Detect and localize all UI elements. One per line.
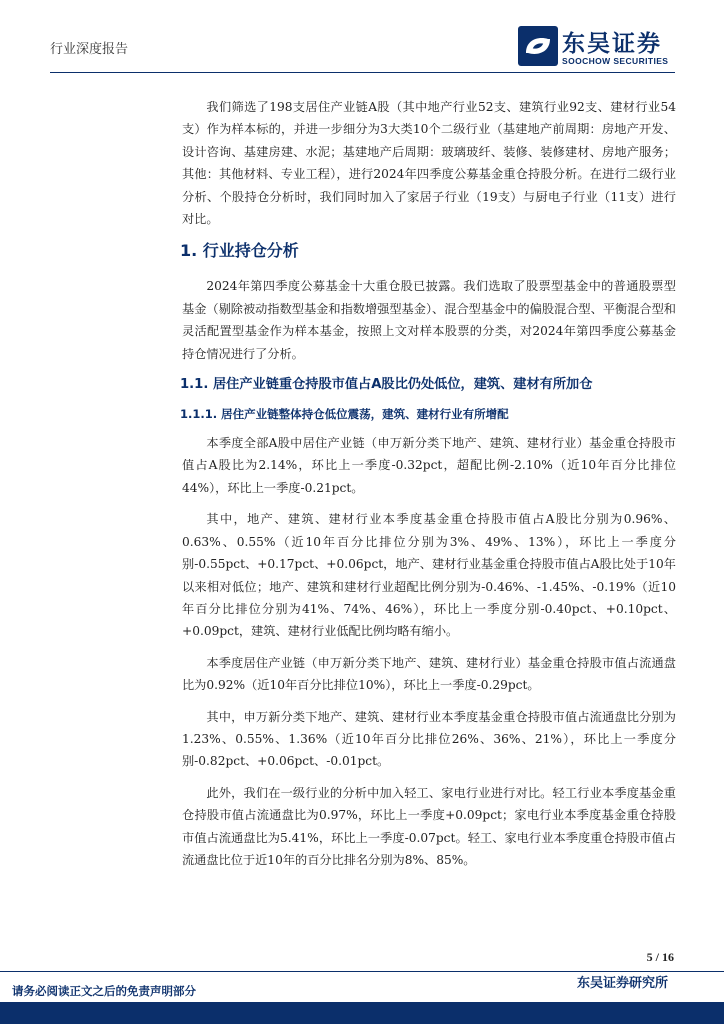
- intro-paragraph: 我们筛选了198支居住产业链A股（其中地产行业52支、建筑行业92支、建材行业54支）作为样本标的，并进一步细分为3大类10个二级行业（基建地产前周期：房地产开发、设计咨询、基建房建、水泥；基建地产后周期：玻璃玻纤、装修、装修建材、房地产服务；其他：其他材料、专业工程），进行2024年四季度公募基金重仓持股分析。在进行二级行业分析、个股持仓分析时，我们同时加入了家居子行业（19支）与厨电子行业（11支）进行对比。: [182, 100, 676, 227]
- body-paragraph: 此外，我们在一级行业的分析中加入轻工、家电行业进行对比。轻工行业本季度基金重仓持股市值占流通盘比为0.97%，环比上一季度+0.09pct；家电行业本季度基金重仓持股市值占流通盘比为5.41%，环比上一季度-0.07pct。轻工、家电行业本季度重仓持股市值占流通盘比位于近10年的百分比排名分别为8%、85%。: [182, 785, 676, 867]
- section-1-1-1-heading: 1.1.1. 居住产业链整体持仓低位震荡，建筑、建材行业有所增配: [180, 407, 509, 422]
- section-1-paragraph: 2024年第四季度公募基金十大重仓股已披露。我们选取了股票型基金中的普通股票型基金（剔除被动指数型基金和指数增强型基金）、混合型基金中的偏股混合型、平衡混合型和灵活配置型基金作为样本基金，按照上文对样本股票的分类，对2024年第四季度公募基金持仓情况进行了分析。: [182, 279, 676, 361]
- body-paragraph: 其中，地产、建筑、建材行业本季度基金重仓持股市值占A股比分别为0.96%、0.63%、0.55%（近10年百分比排位分别为3%、49%、13%），环比上一季度分别-0.55pct、+0.17pct、+0.06pct，地产、建材行业基金重仓持股市值占A股比处于10年以来相对低位；地产、建筑和建材行业超配比例分别为-0.46%、-1.45%、-0.19%（近10年百分比排位分别为41%、74%、46%），环比上一季度分别-0.40pct、+0.10pct、+0.09pct，建筑、建材行业低配比例均略有缩小。: [182, 512, 676, 639]
- logo-chinese-text: 东吴证券: [562, 31, 662, 57]
- report-type-label: 行业深度报告: [50, 42, 129, 57]
- soochow-logo-icon: [518, 26, 558, 66]
- company-logo: [518, 24, 688, 70]
- body-paragraph: 其中，申万新分类下地产、建筑、建材行业本季度基金重仓持股市值占流通盘比分别为1.23%、0.55%、1.36%（近10年百分比排位26%、36%、21%），环比上一季度分别-0.82pct、+0.06pct、-0.01pct。: [182, 709, 676, 769]
- header-divider: [50, 72, 675, 73]
- section-1-1-heading: 1.1. 居住产业链重仓持股市值占A股比仍处低位，建筑、建材有所加仓: [180, 377, 593, 393]
- page-number: 5 / 16: [646, 950, 674, 964]
- main-content: [182, 96, 676, 880]
- body-paragraph: 本季度全部A股中居住产业链（申万新分类下地产、建筑、建材行业）基金重仓持股市值占A股比为2.14%，环比上一季度-0.32pct，超配比例-2.10%（近10年百分比排位44%），环比上一季度-0.21pct。: [182, 436, 676, 495]
- section-1-heading: 1. 行业持仓分析: [180, 241, 299, 261]
- research-institute-label: 东吴证券研究所: [576, 976, 668, 991]
- disclaimer-notice: 请务必阅读正文之后的免责声明部分: [0, 980, 224, 1002]
- logo-english-text: SOOCHOW SECURITIES: [562, 56, 669, 66]
- footer-band: [0, 1002, 724, 1024]
- body-paragraph: 本季度居住产业链（申万新分类下地产、建筑、建材行业）基金重仓持股市值占流通盘比为0.92%（近10年百分比排位10%），环比上一季度-0.29pct。: [182, 655, 676, 693]
